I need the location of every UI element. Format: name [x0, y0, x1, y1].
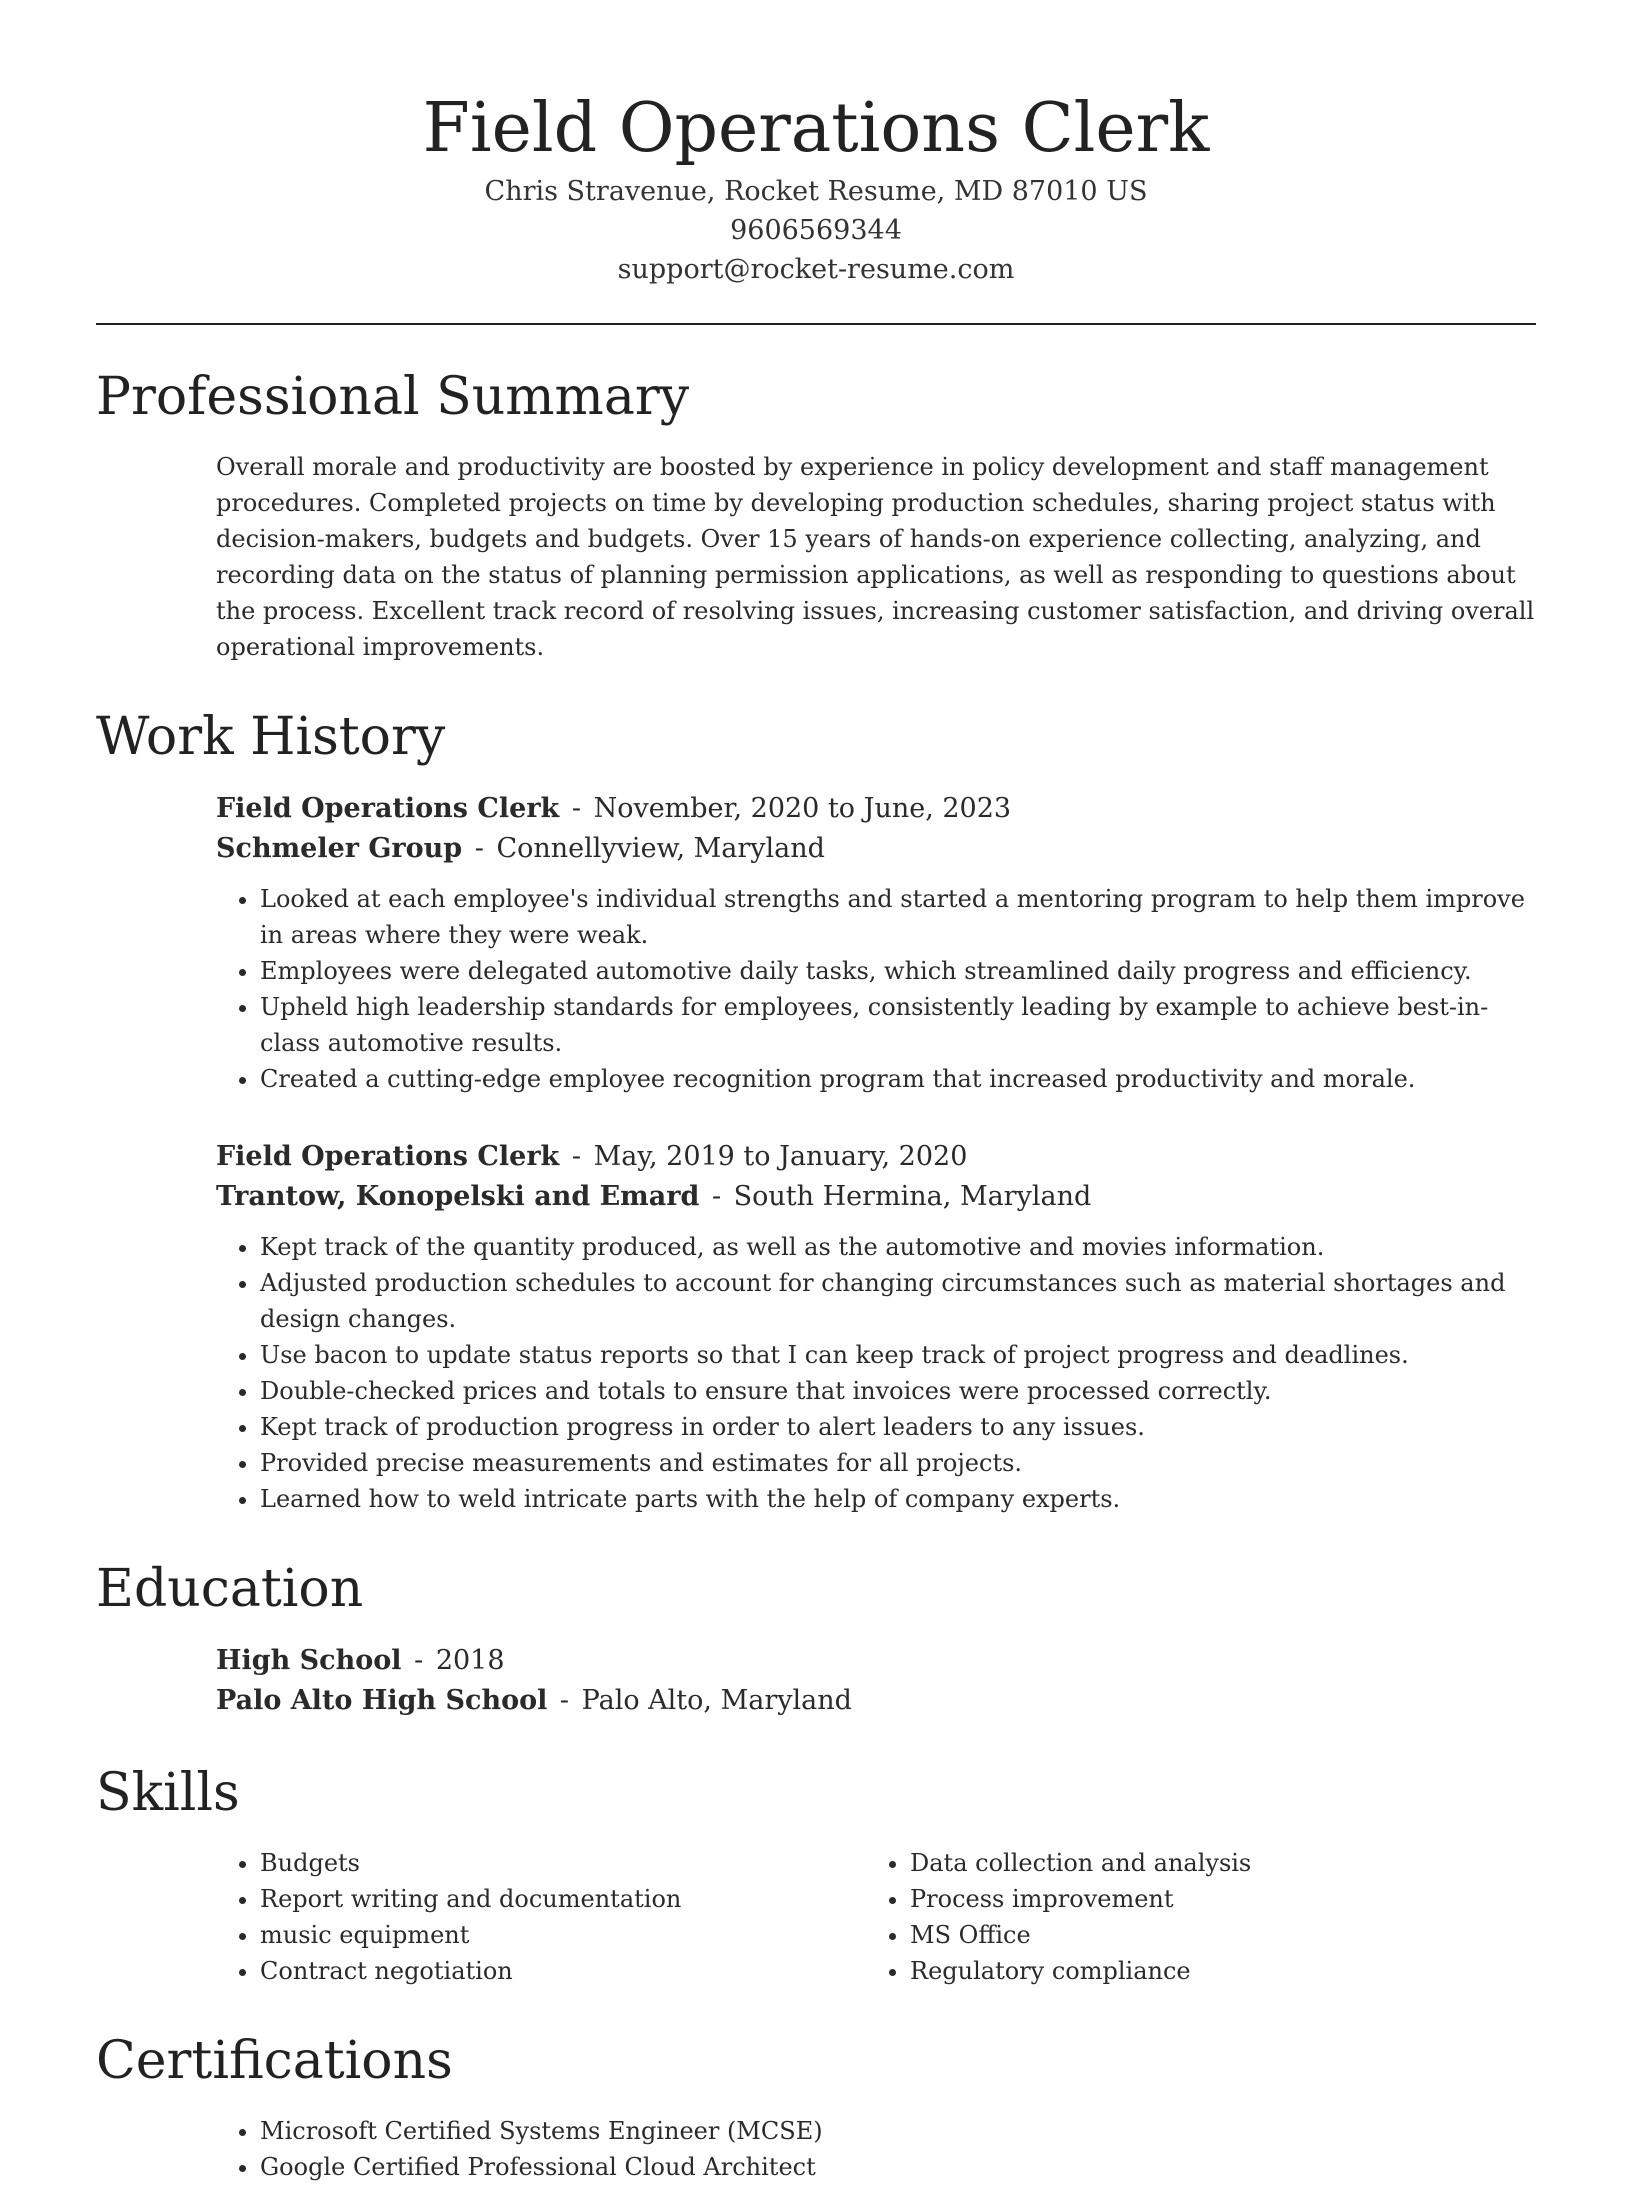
- resume-header: [96, 0, 1536, 289]
- contact-address: Chris Stravenue, Rocket Resume, MD 87010 US: [484, 176, 1148, 207]
- job-bullet: • Double-checked prices and totals to ensure that invoices were processed correctly.: [260, 1373, 1536, 1409]
- education-degree: High School: [216, 1645, 402, 1676]
- contact-phone: 9606569344: [730, 215, 902, 246]
- separator: -: [703, 1181, 730, 1212]
- job-company-line: [216, 1177, 1536, 1217]
- education-section: [96, 1557, 1536, 1721]
- skills-grid: [216, 1845, 1536, 1989]
- separator: -: [563, 1141, 590, 1172]
- company-location: South Hermina, Maryland: [733, 1181, 1092, 1212]
- job-bullet: • Employees were delegated automotive daily tasks, which streamlined daily progress and efficiency.: [260, 953, 1536, 989]
- certifications-list: [216, 2113, 1536, 2185]
- job-title: Field Operations Clerk: [216, 793, 560, 824]
- education-location: Palo Alto, Maryland: [581, 1685, 852, 1716]
- job-bullet: • Kept track of the quantity produced, as well as the automotive and movies information.: [260, 1229, 1536, 1265]
- certification-item: • Google Certified Professional Cloud Architect: [260, 2149, 1536, 2185]
- education-body: [216, 1641, 1536, 1721]
- company-name: Trantow, Konopelski and Emard: [216, 1181, 700, 1212]
- job-bullet: • Kept track of production progress in order to alert leaders to any issues.: [260, 1409, 1536, 1445]
- contact-block: [96, 172, 1536, 289]
- separator: -: [466, 833, 493, 864]
- job-bullet: • Provided precise measurements and estimates for all projects.: [260, 1445, 1536, 1481]
- resume-page: [96, 0, 1536, 2185]
- education-degree-line: [216, 1641, 1536, 1681]
- work-history-section: [96, 705, 1536, 1517]
- professional-summary-section: [96, 365, 1536, 665]
- job-bullet-list: [216, 1229, 1536, 1517]
- skills-column-right: [866, 1845, 1516, 1989]
- certifications-body: [216, 2113, 1536, 2185]
- work-history-body: [216, 789, 1536, 1517]
- certification-item: • Microsoft Certified Systems Engineer (MCSE): [260, 2113, 1536, 2149]
- job-bullet: • Adjusted production schedules to account for changing circumstances such as material shortages and design changes.: [260, 1265, 1536, 1337]
- skills-section: [96, 1761, 1536, 1989]
- education-school: Palo Alto High School: [216, 1685, 548, 1716]
- job-company-line: [216, 829, 1536, 869]
- work-history-heading: Work History: [96, 707, 446, 767]
- education-year: 2018: [435, 1645, 505, 1676]
- job-title-line: [216, 789, 1536, 829]
- job-bullet-list: [216, 881, 1536, 1097]
- job-dates: May, 2019 to January, 2020: [593, 1141, 968, 1172]
- skill-item: • Regulatory compliance: [910, 1953, 1516, 1989]
- job-dates: November, 2020 to June, 2023: [593, 793, 1012, 824]
- job-bullet: • Created a cutting-edge employee recognition program that increased productivity and morale.: [260, 1061, 1536, 1097]
- skill-item: • Budgets: [260, 1845, 866, 1881]
- skill-item: • music equipment: [260, 1917, 866, 1953]
- company-location: Connellyview, Maryland: [496, 833, 825, 864]
- skill-item: • Contract negotiation: [260, 1953, 866, 1989]
- education-heading: Education: [96, 1559, 364, 1619]
- summary-heading: Professional Summary: [96, 367, 690, 427]
- skill-item: • Data collection and analysis: [910, 1845, 1516, 1881]
- company-name: Schmeler Group: [216, 833, 463, 864]
- summary-text: Overall morale and productivity are boosted by experience in policy development and staff management procedures. Completed projects on time by developing production schedules, sharing project status with decision-makers, budgets and budgets. Over 15 years of hands-on experience collecting, analyzing, and recording data on the status of planning permission applications, as well as responding to questions about the process. Excellent track record of resolving issues, increasing customer satisfaction, and driving overall operational improvements.: [216, 453, 1535, 661]
- separator: -: [551, 1685, 578, 1716]
- education-school-line: [216, 1681, 1536, 1721]
- job-title-line: [216, 1137, 1536, 1177]
- summary-body: [216, 449, 1536, 665]
- job-title: Field Operations Clerk: [216, 1141, 560, 1172]
- job-bullet: • Looked at each employee's individual strengths and started a mentoring program to help them improve in areas where they were weak.: [260, 881, 1536, 953]
- header-divider: [96, 323, 1536, 325]
- separator: -: [563, 793, 590, 824]
- skill-item: • MS Office: [910, 1917, 1516, 1953]
- job-bullet: • Upheld high leadership standards for employees, consistently leading by example to achieve best-in-class automotive results.: [260, 989, 1536, 1061]
- job-bullet: • Use bacon to update status reports so that I can keep track of project progress and deadlines.: [260, 1337, 1536, 1373]
- separator: -: [405, 1645, 432, 1676]
- job-entry: [216, 1137, 1536, 1517]
- job-bullet: • Learned how to weld intricate parts with the help of company experts.: [260, 1481, 1536, 1517]
- certifications-heading: Certifications: [96, 2031, 453, 2091]
- job-entry: [216, 789, 1536, 1097]
- skill-item: • Report writing and documentation: [260, 1881, 866, 1917]
- certifications-section: [96, 2029, 1536, 2185]
- skills-heading: Skills: [96, 1763, 240, 1823]
- skill-item: • Process improvement: [910, 1881, 1516, 1917]
- contact-email: support@rocket-resume.com: [617, 254, 1015, 285]
- resume-name: Field Operations Clerk: [422, 89, 1210, 168]
- skills-column-left: [216, 1845, 866, 1989]
